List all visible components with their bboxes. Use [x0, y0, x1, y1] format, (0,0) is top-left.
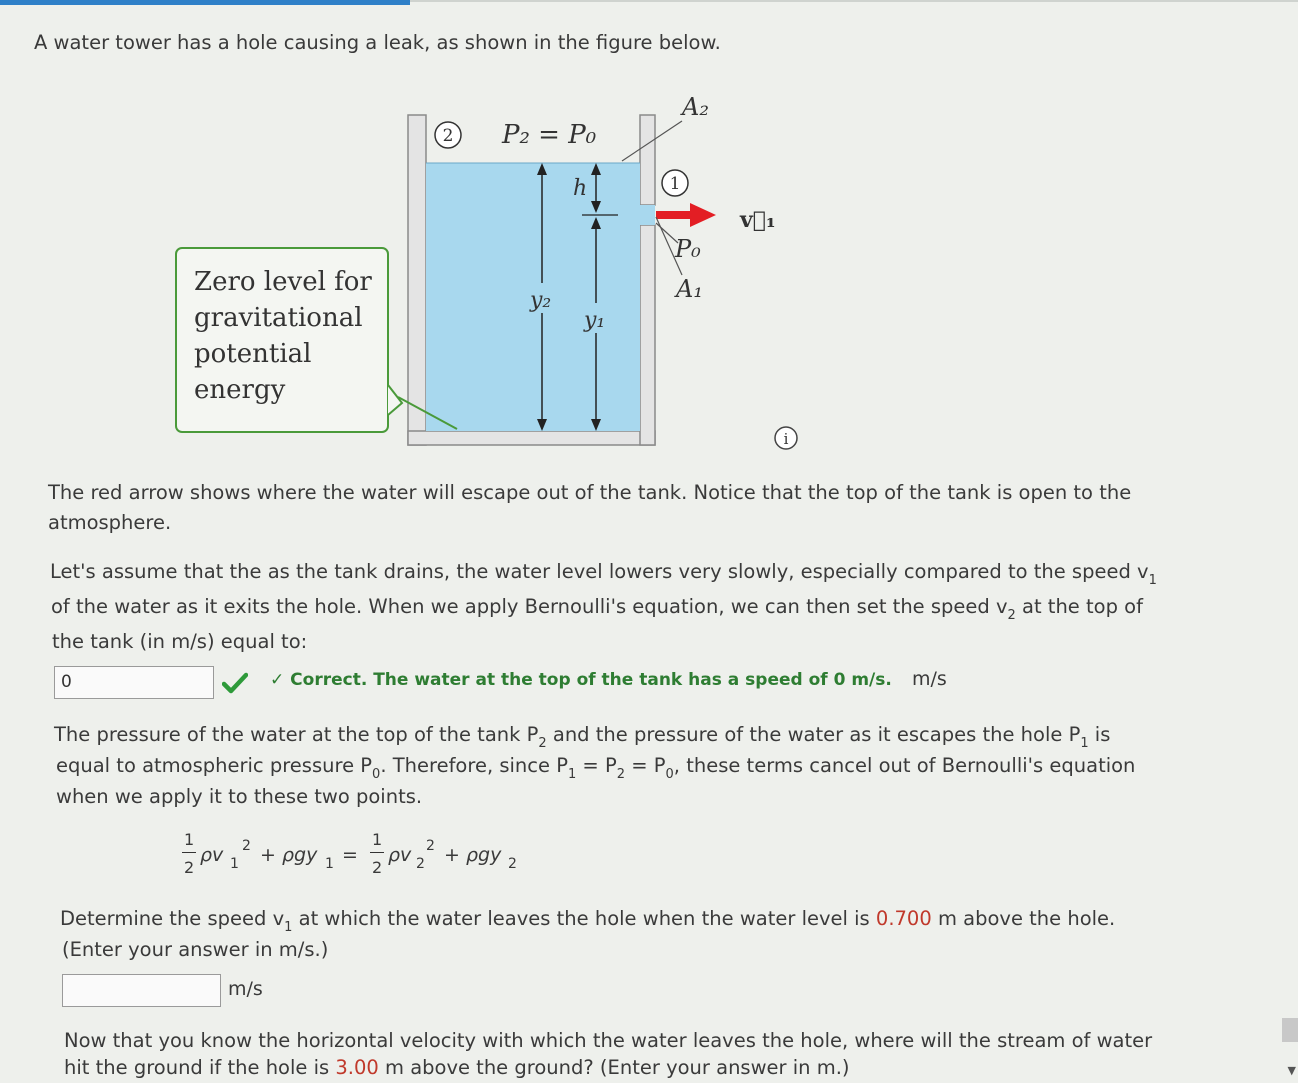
water-tower-figure	[170, 85, 830, 460]
label-1: 1	[669, 174, 681, 194]
callout-line-2: gravitational	[194, 303, 363, 333]
speed-v2-input[interactable]: 0	[54, 666, 214, 699]
question-speed-line-1: Determine the speed $v_1$ at which the water leaves the hole when the water level is 0.700 m above the hole.	[60, 907, 1116, 935]
h-label: h	[573, 176, 588, 201]
question-speed-line-2: (Enter your answer in m/s.)	[62, 938, 329, 961]
para-assume-line-1: Let's assume that the as the tank drains, the water level lowers very slowly, especially compared to the speed $v_1$	[50, 560, 1157, 588]
question-distance-line-2: hit the ground if the hole is 3.00 m above the ground? (Enter your answer in m.)	[64, 1056, 850, 1079]
question-distance-line-1: Now that you know the horizontal velocity with which the water leaves the hole, where will the stream of water	[64, 1029, 1153, 1052]
tank-bottom-wall	[408, 431, 655, 445]
bernoulli-equation: 1 2 ρv 1 2 + ρgy 1 = 1 2 ρv 2 2 + ρgy 2	[184, 830, 517, 877]
intro-text: A water tower has a hole causing a leak, as shown in the figure below.	[34, 31, 721, 54]
para-pressure-line-3: when we apply it to these two points.	[56, 785, 423, 808]
para-escape-line-1: The red arrow shows where the water will escape out of the tank. Notice that the top of the tank is open to the	[48, 481, 1132, 504]
y1-label: y₁	[584, 308, 606, 333]
top-accent-bar	[0, 0, 410, 5]
para-pressure-line-2: equal to atmospheric pressure $P_0$. Therefore, since $P_1 = P_2 = P_0$, these terms cancel out of Bernoulli's equation	[56, 754, 1136, 782]
speed-v1-input[interactable]	[62, 974, 221, 1007]
para-assume-line-2: of the water as it exits the hole. When we apply Bernoulli's equation, we can then set the speed $v_2$ at the top of	[51, 595, 1143, 623]
para-escape-line-2: atmosphere.	[48, 511, 172, 534]
tank-left-wall	[408, 115, 426, 445]
scrollbar-thumb[interactable]	[1282, 1018, 1298, 1042]
callout-line-4: energy	[194, 375, 286, 405]
y2-label: y₂	[530, 288, 552, 313]
tank-right-wall-upper	[640, 115, 655, 205]
top-divider	[410, 0, 1298, 2]
tank-right-wall-lower	[640, 225, 655, 445]
info-icon-glyph: i	[783, 430, 789, 448]
label-2: 2	[442, 126, 454, 146]
a1-label: A₁	[676, 275, 703, 303]
v1-label: v⃗₁	[740, 207, 776, 233]
callout-pointer	[388, 385, 402, 415]
scroll-down-icon[interactable]: ▼	[1287, 1064, 1296, 1077]
callout-line-1: Zero level for	[194, 267, 372, 297]
answer2-unit: m/s	[228, 978, 263, 1000]
a2-label: A₂	[682, 93, 709, 121]
p0-label: P₀	[675, 235, 701, 263]
para-assume-line-3: the tank (in m/s) equal to:	[52, 630, 308, 653]
callout-line-3: potential	[194, 339, 312, 369]
hole	[640, 205, 655, 225]
answer1-unit: m/s	[912, 668, 947, 690]
velocity-arrow-shaft	[656, 211, 692, 219]
para-pressure-line-1: The pressure of the water at the top of the tank $P_2$ and the pressure of the water as it escapes the hole $P_1$ is	[54, 723, 1111, 751]
p2-equation: P₂ = P₀	[502, 120, 597, 150]
correct-feedback: ✓ Correct. The water at the top of the tank has a speed of 0 m/s.	[270, 670, 892, 690]
velocity-arrow-head	[690, 203, 716, 227]
check-icon	[222, 672, 248, 694]
